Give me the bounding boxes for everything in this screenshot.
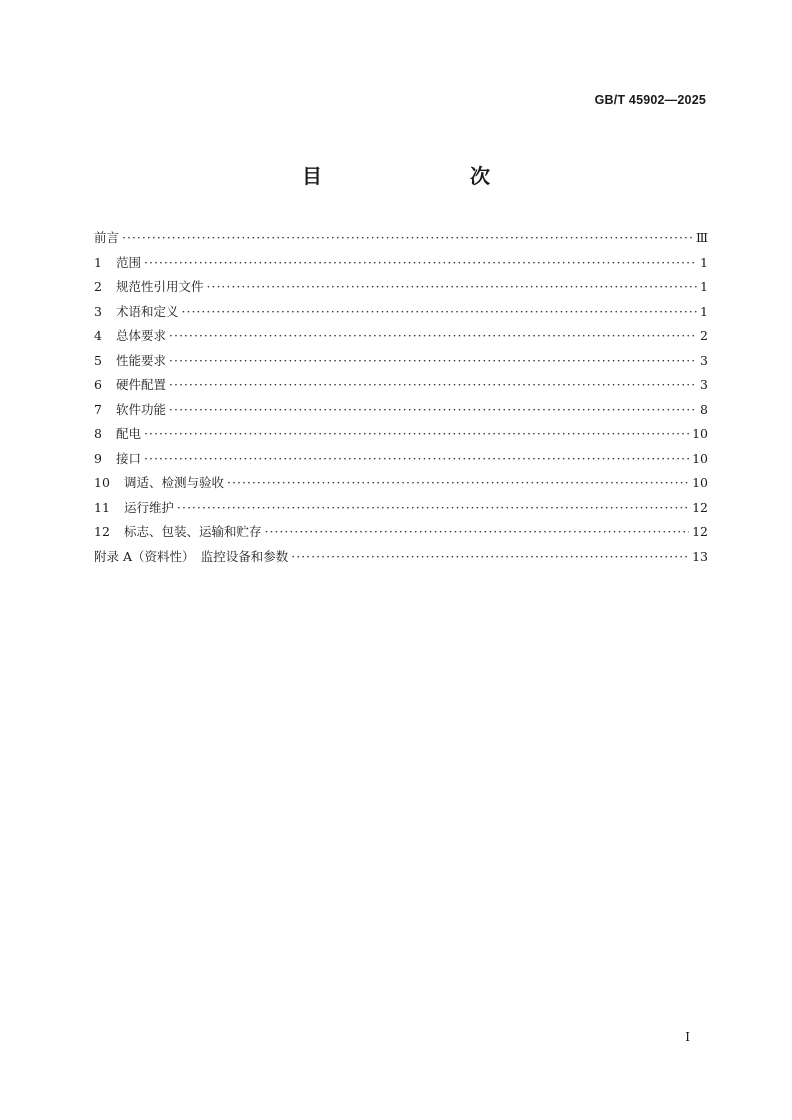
toc-item-page: 10 xyxy=(692,475,708,490)
toc-leader-dots xyxy=(122,226,693,251)
toc-item-label: 调适、检测与验收 xyxy=(124,475,225,490)
toc-item-label: 硬件配置 xyxy=(116,377,167,392)
toc-item-number: 9 xyxy=(94,450,102,466)
toc-item-label: 总体要求 xyxy=(116,328,167,343)
toc-item-software-functions[interactable] xyxy=(94,398,708,423)
toc-leader-dots xyxy=(169,373,697,398)
toc-item-number: 11 xyxy=(94,499,110,515)
toc-leader-dots xyxy=(182,300,698,325)
toc-item-label: 附录 A（资料性） 监控设备和参数 xyxy=(94,548,289,564)
toc-leader-dots xyxy=(291,545,689,570)
toc-item-page: 1 xyxy=(700,254,708,270)
toc-item-page: 2 xyxy=(700,328,708,343)
toc-item-label: 术语和定义 xyxy=(116,303,179,319)
toc-item-page: 1 xyxy=(700,303,708,319)
toc-item-label: 软件功能 xyxy=(116,401,167,417)
toc-item-page: 12 xyxy=(692,524,708,539)
toc-item-interfaces[interactable] xyxy=(94,447,708,472)
toc-leader-dots xyxy=(169,349,697,374)
toc-leader-dots xyxy=(169,398,697,423)
page-number: I xyxy=(685,1030,690,1044)
toc-item-number: 1 xyxy=(94,254,102,270)
toc-item-number: 10 xyxy=(94,475,110,490)
toc-item-scope[interactable] xyxy=(94,251,708,276)
toc-item-label: 前言 xyxy=(94,230,120,245)
table-of-contents xyxy=(94,226,708,569)
toc-leader-dots xyxy=(177,496,689,521)
toc-item-page: 10 xyxy=(692,426,708,441)
toc-item-number: 12 xyxy=(94,524,110,539)
toc-item-label: 运行维护 xyxy=(124,499,175,515)
toc-item-number: 6 xyxy=(94,377,102,392)
toc-leader-dots xyxy=(144,447,689,472)
toc-item-annex-a[interactable] xyxy=(94,545,708,570)
toc-item-number: 8 xyxy=(94,426,102,441)
toc-item-number: 5 xyxy=(94,352,102,368)
toc-item-operation-maintenance[interactable] xyxy=(94,496,708,521)
toc-item-normative-references[interactable] xyxy=(94,275,708,300)
toc-item-page: 13 xyxy=(692,548,708,564)
toc-item-page: 1 xyxy=(700,279,708,294)
toc-leader-dots xyxy=(265,520,690,545)
toc-leader-dots xyxy=(144,422,689,447)
toc-item-general-requirements[interactable] xyxy=(94,324,708,349)
toc-leader-dots xyxy=(144,251,697,276)
toc-item-label: 标志、包装、运输和贮存 xyxy=(124,524,262,539)
toc-item-label: 性能要求 xyxy=(116,352,167,368)
toc-leader-dots xyxy=(169,324,697,349)
toc-item-terms-definitions[interactable] xyxy=(94,300,708,325)
toc-item-page: 10 xyxy=(692,450,708,466)
toc-item-page: 3 xyxy=(700,352,708,368)
toc-item-performance-requirements[interactable] xyxy=(94,349,708,374)
toc-item-page: Ⅲ xyxy=(695,230,708,245)
toc-item-number: 4 xyxy=(94,328,102,343)
toc-item-number: 7 xyxy=(94,401,102,417)
toc-item-label: 规范性引用文件 xyxy=(116,279,204,294)
toc-item-label: 配电 xyxy=(116,426,142,441)
toc-item-power-distribution[interactable] xyxy=(94,422,708,447)
toc-leader-dots xyxy=(227,471,689,496)
toc-item-commissioning-testing[interactable] xyxy=(94,471,708,496)
toc-item-hardware-configuration[interactable] xyxy=(94,373,708,398)
toc-item-page: 8 xyxy=(700,401,708,417)
standard-code: GB/T 45902—2025 xyxy=(594,93,706,107)
toc-item-page: 12 xyxy=(692,499,708,515)
toc-title: 目 次 xyxy=(302,164,526,188)
toc-item-number: 2 xyxy=(94,279,102,294)
toc-item-label: 接口 xyxy=(116,450,142,466)
toc-item-number: 3 xyxy=(94,303,102,319)
toc-item-page: 3 xyxy=(700,377,708,392)
toc-item-label: 范围 xyxy=(116,254,142,270)
toc-leader-dots xyxy=(207,275,698,300)
toc-item-preface[interactable] xyxy=(94,226,708,251)
toc-item-marking-packaging[interactable] xyxy=(94,520,708,545)
